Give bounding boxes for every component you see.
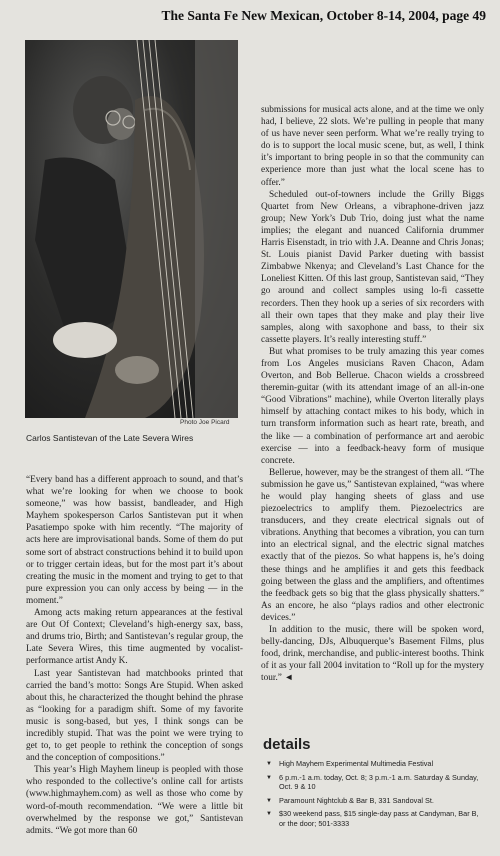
musician-photo xyxy=(25,40,238,418)
details-item xyxy=(263,773,487,792)
details-list xyxy=(263,759,487,829)
article-paragraph: This year’s High Mayhem lineup is peopled with those who responded to the collective’s online call for artists (www.highmayhem.com) as well as those who come by word-of-mouth recommendation. “We were a little bit overwhelmed by the response we got,” Santistevan admits. “We got more than 60 xyxy=(26,765,243,836)
details-box xyxy=(263,736,487,833)
musician-photo-illustration xyxy=(25,40,238,418)
details-item-text: $30 weekend pass, $15 single-day pass at Candyman, Bar B, or the door; 501-3333 xyxy=(279,809,479,828)
article-paragraph: Bellerue, however, may be the strangest of them all. “The submission he gave us,” Santistevan explained, “was where he would play hanging sheets of glass and use piezoelectrics to amplify them. Piezoelectrics are transducers, and they create electrical signals out of vibrations. Anything that becomes a vibration, you can turn into an electrical signal, and the electric signal matches exactly that of the piezos. So what happens is, he’s doing these things and he amplifies it and gets this feedback going between the glass and the amplifiers, and oftentimes the feedback gets so big that the glass physically shatters.” As an encore, he also “plays radios and other electronic devices.” xyxy=(261,467,484,623)
details-title: details xyxy=(263,736,311,753)
triangle-down-icon: ▼ xyxy=(266,774,272,781)
article-paragraph: “Every band has a different approach to sound, and that’s what we’re looking for when we choose to book someone,” was how bassist, bandleader, and High Mayhem spokesperson Carlos Santistevan put it when Pasatiempo spoke with him recently. “The majority of acts here are improvisational bands. Some of them do put some sort of abstract constructions behind it to build upon or to trigger certain ideas, but for the most part it’s about creating the music in the moment and trying to get to that pure expression you can only access by being — in the moment.” xyxy=(26,475,243,606)
article-paragraph: Scheduled out-of-towners include the Grilly Biggs Quartet from New Orleans, a vibraphone-driven jazz group; New York’s Dub Trio, doing just what the name implies; the elegant and nuanced California drummer Harris Eisenstadt, in trio with J.A. Deanne and Chris Jonas; St. Louis pianist David Parker dueting with bassist Zimbabwe Nkenya; and Cleveland’s Last Chance for the Loneliest Kitten. Of this last group, Santistevan said, “They go around and collect samples using lo-fi cassette recorders. Then they hook up a series of six recorders with all their own tapes that they make and play their live samples, along with saxophone and bass, to their six cassette players. It’s really interesting stuff.” xyxy=(261,189,484,345)
page-header: The Santa Fe New Mexican, October 8-14, 2004, page 49 xyxy=(161,8,486,23)
photo-credit: Photo Joe Picard xyxy=(180,419,230,426)
triangle-down-icon: ▼ xyxy=(266,797,272,804)
article-paragraph: But what promises to be truly amazing this year comes from Los Angeles musicians Raven Chacon, Adam Overton, and Bob Bellerue. Chacon wields a crossbreed theremin-guitar (with its attendant image of an all-in-one “Good Vibrations” machine), while Overton literally plays himself by attaching contact mikes to his body, which in turn transform information such as heart rate, breath, and the like — a combination of performance art and aerobic exercise — into a feedback-heavy form of musique concrete. xyxy=(261,346,484,466)
article-column-left xyxy=(26,474,243,837)
details-item-text: 6 p.m.-1 a.m. today, Oct. 8; 3 p.m.-1 a.m. Saturday & Sunday, Oct. 9 & 10 xyxy=(279,772,479,792)
details-item xyxy=(263,809,487,828)
details-item xyxy=(263,796,487,806)
details-item xyxy=(263,759,487,769)
photo-caption: Carlos Santistevan of the Late Severa Wires xyxy=(26,433,194,443)
details-item-text: Paramount Nightclub & Bar B, 331 Sandoval St. xyxy=(279,795,434,805)
triangle-down-icon: ▼ xyxy=(266,811,272,818)
article-column-right xyxy=(261,104,484,685)
triangle-down-icon: ▼ xyxy=(266,761,272,767)
article-paragraph: Last year Santistevan had matchbooks printed that carried the band’s motto: Songs Are Stupid. When asked about this, he characterized the thought behind the phrase as “looking for a paradigm shift. Some of my favorite music is song-based, but yes, I think songs can be incredibly stupid. That was the point we were trying to get to, to get people to rethink the conception of songs and the conception of compositions.” xyxy=(26,668,243,764)
article-paragraph: In addition to the music, there will be spoken word, belly-dancing, DJs, Albuquerque’s Basement Films, plus food, drink, merchandise, and public-interest booths. Think of it as your fall 2004 invitation to “Roll up for the mystery tour.” ◄ xyxy=(261,625,484,684)
details-item-text: High Mayhem Experimental Multimedia Festival xyxy=(279,759,434,768)
article-paragraph: submissions for musical acts alone, and at the time we only had, I believe, 22 slots. We’re pulling in people that many of us have never seen perform. What we’re really trying to do is to support the local music scene, but, as well, I think it’s important to bring people in so that the community can experience more than just what the local scene has to offer.” xyxy=(261,105,484,188)
article-paragraph: Among acts making return appearances at the festival are Out Of Context; Cleveland’s high-energy sax, bass, and drums trio, Birth; and Santistevan’s regular group, the Late Severa Wires, this time augmented by vocalist-performance artist Andy K. xyxy=(26,608,243,667)
